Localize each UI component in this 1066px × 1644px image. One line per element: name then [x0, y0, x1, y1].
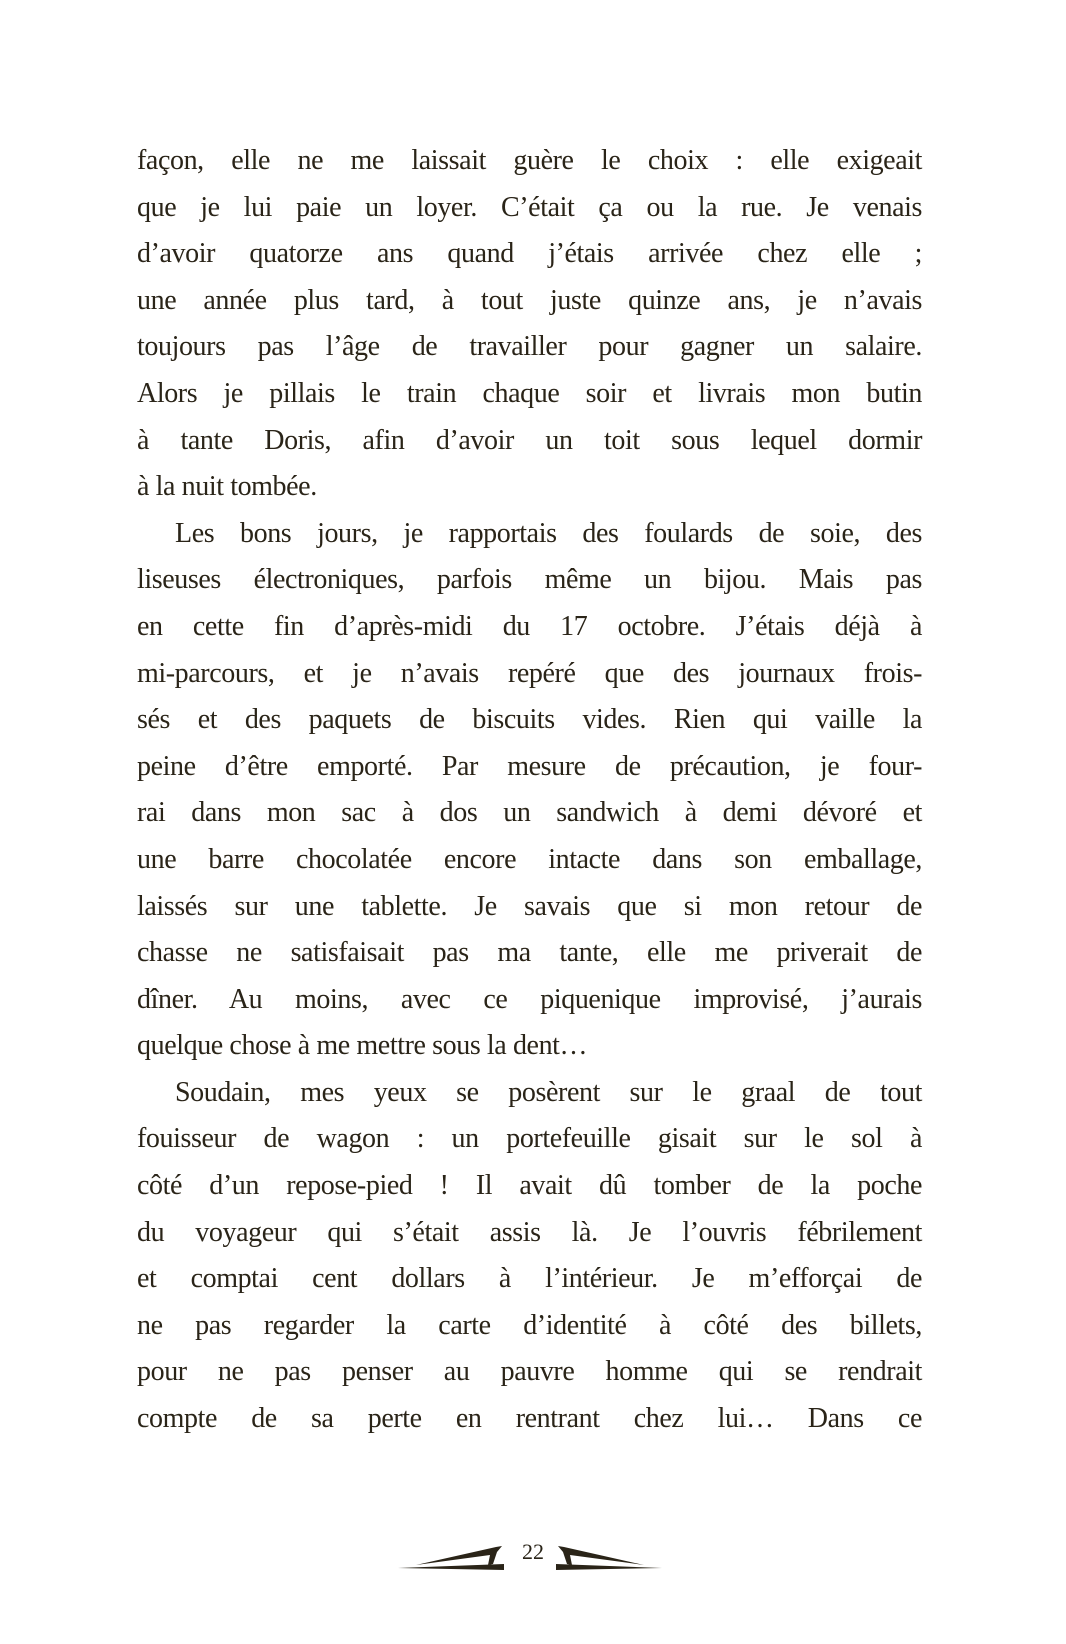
text-line: dîner. Au moins, avec ce piquenique improvisé, j’aurais [137, 983, 922, 1015]
text-line: quelque chose à me mettre sous la dent… [137, 1030, 588, 1062]
text-line: peine d’être emporté. Par mesure de précaution, je four- [137, 750, 922, 782]
text-line: façon, elle ne me laissait guère le choix : elle exigeait [137, 145, 922, 176]
text-line: toujours pas l’âge de travailler pour gagner un salaire. [137, 331, 922, 363]
text-line: Soudain, mes yeux se posèrent sur le graal de tout [175, 1076, 922, 1108]
text-line: que je lui paie un loyer. C’était ça ou la rue. Je venais [137, 191, 922, 223]
text-line: Les bons jours, je rapportais des foulards de soie, des [175, 517, 922, 549]
text-line: Alors je pillais le train chaque soir et livrais mon butin [137, 377, 922, 409]
paragraph [137, 1070, 922, 1443]
page-number: 22 [522, 1539, 544, 1564]
text-line: à tante Doris, afin d’avoir un toit sous lequel dormir [137, 424, 922, 456]
text-line: rai dans mon sac à dos un sandwich à demi dévoré et [137, 797, 922, 829]
text-line: côté d’un repose-pied ! Il avait dû tomber de la poche [137, 1170, 922, 1202]
paragraph [137, 511, 922, 1070]
text-line: et comptai cent dollars à l’intérieur. Je m’efforçai de [137, 1263, 922, 1295]
text-line: liseuses électroniques, parfois même un bijou. Mais pas [137, 564, 922, 596]
page-footer [0, 1538, 1066, 1574]
text-line: d’avoir quatorze ans quand j’étais arrivée chez elle ; [137, 238, 922, 270]
text-line: une année plus tard, à tout juste quinze ans, je n’avais [137, 284, 922, 316]
text-line: sés et des paquets de biscuits vides. Rien qui vaille la [137, 704, 922, 736]
text-line: ne pas regarder la carte d’identité à côté des billets, [137, 1309, 922, 1341]
text-line: du voyageur qui s’était assis là. Je l’ouvris fébrilement [137, 1216, 922, 1248]
text-line: chasse ne satisfaisait pas ma tante, elle me priverait de [137, 937, 922, 969]
text-line: pour ne pas penser au pauvre homme qui se rendrait [137, 1356, 922, 1388]
text-line: fouisseur de wagon : un portefeuille gisait sur le sol à [137, 1123, 922, 1155]
text-line: en cette fin d’après-midi du 17 octobre. J’étais déjà à [137, 610, 922, 642]
text-line: mi-parcours, et je n’avais repéré que des journaux frois- [137, 657, 922, 689]
text-line: à la nuit tombée. [137, 471, 317, 503]
wedge-ornament-left-icon [398, 1544, 504, 1577]
text-line: compte de sa perte en rentrant chez lui… Dans ce [137, 1403, 922, 1435]
body-text [137, 138, 922, 1443]
wedge-ornament-right-icon [556, 1544, 662, 1577]
text-line: laissés sur une tablette. Je savais que si mon retour de [137, 890, 922, 922]
text-line: une barre chocolatée encore intacte dans son emballage, [137, 843, 922, 875]
paragraph [137, 138, 922, 511]
